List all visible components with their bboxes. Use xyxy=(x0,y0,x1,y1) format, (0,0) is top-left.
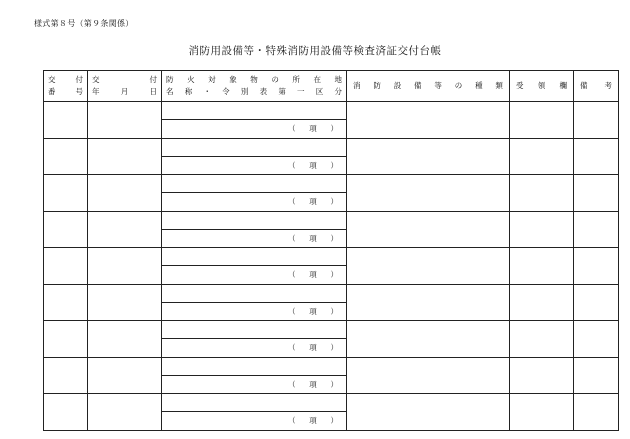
header-char: 区 xyxy=(315,87,324,97)
classification-label xyxy=(162,308,346,316)
header-location-line2 xyxy=(166,86,342,98)
header-char: ・ xyxy=(203,87,211,97)
receipt-cell[interactable] xyxy=(510,211,574,248)
issue-number-cell[interactable] xyxy=(44,357,88,394)
classification-label-close: ） xyxy=(330,270,338,280)
equipment-type-cell[interactable] xyxy=(347,394,510,431)
header-char: 別 xyxy=(240,87,249,97)
header-issue-number xyxy=(44,71,88,102)
receipt-cell[interactable] xyxy=(510,102,574,139)
classification-label-close: ） xyxy=(330,160,338,170)
header-char: 備 xyxy=(414,81,422,91)
header-issue-number-line2 xyxy=(48,86,83,98)
equipment-type-cell[interactable] xyxy=(347,321,510,358)
receipt-cell[interactable] xyxy=(510,248,574,285)
ledger-table xyxy=(43,70,619,431)
header-char: 一 xyxy=(297,87,305,97)
classification-cell[interactable] xyxy=(162,120,347,138)
classification-cell[interactable] xyxy=(162,229,347,247)
classification-label-kou: 項 xyxy=(309,270,317,280)
header-char: 等 xyxy=(434,81,442,91)
classification-label xyxy=(162,417,346,425)
issue-date-cell[interactable] xyxy=(88,321,162,358)
location-cell[interactable] xyxy=(162,248,347,266)
header-remarks xyxy=(574,71,619,102)
classification-label xyxy=(162,125,346,133)
equipment-type-cell[interactable] xyxy=(347,138,510,175)
remarks-cell[interactable] xyxy=(574,102,619,139)
classification-label-kou: 項 xyxy=(309,197,317,207)
issue-number-cell[interactable] xyxy=(44,248,88,285)
table-row xyxy=(44,284,619,302)
classification-label-close: ） xyxy=(330,306,338,316)
header-char: 交 xyxy=(48,75,56,85)
location-cell[interactable] xyxy=(162,175,347,193)
header-char: 付 xyxy=(149,75,157,85)
header-char: 欄 xyxy=(559,81,567,91)
header-char: 第 xyxy=(278,87,286,97)
header-char: 名 xyxy=(166,87,174,97)
classification-label-open: （ xyxy=(288,124,296,134)
classification-label-close: ） xyxy=(330,124,338,134)
header-row xyxy=(44,71,619,102)
location-cell[interactable] xyxy=(162,394,347,412)
classification-label-open: （ xyxy=(288,270,296,280)
receipt-cell[interactable] xyxy=(510,357,574,394)
location-cell[interactable] xyxy=(162,102,347,120)
classification-label-kou: 項 xyxy=(309,379,317,389)
header-issue-date-line2 xyxy=(92,86,157,98)
classification-label-open: （ xyxy=(288,160,296,170)
header-char: 設 xyxy=(393,81,402,91)
header-location xyxy=(162,71,347,102)
issue-date-cell[interactable] xyxy=(88,102,162,139)
remarks-cell[interactable] xyxy=(574,321,619,358)
header-char: 対 xyxy=(208,75,216,85)
classification-label-open: （ xyxy=(288,306,296,316)
classification-cell[interactable] xyxy=(162,375,347,393)
location-cell[interactable] xyxy=(162,211,347,229)
equipment-type-cell[interactable] xyxy=(347,284,510,321)
classification-label-kou: 項 xyxy=(309,124,317,134)
classification-label xyxy=(162,271,346,279)
receipt-cell[interactable] xyxy=(510,284,574,321)
header-char: 表 xyxy=(259,87,268,97)
classification-label-kou: 項 xyxy=(309,343,317,353)
issue-number-cell[interactable] xyxy=(44,102,88,139)
header-char: 種 xyxy=(475,81,483,91)
table-row xyxy=(44,175,619,193)
header-issue-date-line1 xyxy=(92,74,157,86)
header-equipment-type xyxy=(347,71,510,102)
classification-label-kou: 項 xyxy=(309,306,317,316)
classification-label-open: （ xyxy=(288,197,296,207)
classification-label-open: （ xyxy=(288,233,296,243)
header-char: 称 xyxy=(184,87,193,97)
issue-number-cell[interactable] xyxy=(44,175,88,212)
table-row xyxy=(44,211,619,229)
remarks-cell[interactable] xyxy=(574,357,619,394)
issue-date-cell[interactable] xyxy=(88,357,162,394)
header-char: 令 xyxy=(222,87,230,97)
header-char: 考 xyxy=(604,81,612,91)
issue-number-cell[interactable] xyxy=(44,211,88,248)
location-cell[interactable] xyxy=(162,321,347,339)
classification-label-kou: 項 xyxy=(309,416,317,426)
remarks-cell[interactable] xyxy=(574,175,619,212)
classification-label-close: ） xyxy=(330,233,338,243)
issue-date-cell[interactable] xyxy=(88,175,162,212)
header-location-line1 xyxy=(166,74,342,86)
issue-number-cell[interactable] xyxy=(44,394,88,431)
header-char: の xyxy=(271,75,279,85)
receipt-cell[interactable] xyxy=(510,175,574,212)
classification-label xyxy=(162,162,346,170)
table-row xyxy=(44,248,619,266)
classification-label-close: ） xyxy=(330,197,338,207)
table-row xyxy=(44,357,619,375)
issue-date-cell[interactable] xyxy=(88,248,162,285)
equipment-type-cell[interactable] xyxy=(347,357,510,394)
classification-cell[interactable] xyxy=(162,156,347,174)
issue-number-cell[interactable] xyxy=(44,284,88,321)
classification-cell[interactable] xyxy=(162,266,347,284)
classification-label xyxy=(162,235,346,243)
issue-date-cell[interactable] xyxy=(88,284,162,321)
classification-label-open: （ xyxy=(288,343,296,353)
classification-label-close: ） xyxy=(330,379,338,389)
classification-label-close: ） xyxy=(330,343,338,353)
classification-label-kou: 項 xyxy=(309,160,317,170)
table-row xyxy=(44,394,619,412)
receipt-cell[interactable] xyxy=(510,321,574,358)
classification-cell[interactable] xyxy=(162,193,347,211)
receipt-cell[interactable] xyxy=(510,138,574,175)
header-char: 日 xyxy=(149,87,157,97)
header-char: 在 xyxy=(313,75,321,85)
header-char: 年 xyxy=(92,87,100,97)
ledger-title: 消防用設備等・特殊消防用設備等検査済証交付台帳 xyxy=(188,45,442,57)
classification-cell[interactable] xyxy=(162,302,347,320)
header-char: 象 xyxy=(229,75,237,85)
header-char: 物 xyxy=(250,75,258,85)
classification-cell[interactable] xyxy=(162,339,347,357)
header-char: 火 xyxy=(187,75,195,85)
header-char: 備 xyxy=(580,81,588,91)
classification-cell[interactable] xyxy=(162,412,347,430)
classification-label-open: （ xyxy=(288,379,296,389)
issue-number-cell[interactable] xyxy=(44,138,88,175)
header-char: 番 xyxy=(48,87,56,97)
table-row xyxy=(44,102,619,120)
issue-number-cell[interactable] xyxy=(44,321,88,358)
header-char: 所 xyxy=(292,75,300,85)
header-char: 地 xyxy=(334,75,342,85)
header-char: 領 xyxy=(537,81,546,91)
header-receipt xyxy=(510,71,574,102)
header-issue-date xyxy=(88,71,162,102)
header-char: 消 xyxy=(353,81,361,91)
equipment-type-cell[interactable] xyxy=(347,102,510,139)
remarks-cell[interactable] xyxy=(574,284,619,321)
location-cell[interactable] xyxy=(162,138,347,156)
equipment-type-cell[interactable] xyxy=(347,211,510,248)
location-cell[interactable] xyxy=(162,357,347,375)
issue-date-cell[interactable] xyxy=(88,211,162,248)
header-char: 防 xyxy=(166,75,174,85)
classification-label-close: ） xyxy=(330,416,338,426)
classification-label-open: （ xyxy=(288,416,296,426)
form-number: 様式第８号（第９条関係） xyxy=(34,19,134,28)
remarks-cell[interactable] xyxy=(574,138,619,175)
header-char: 分 xyxy=(334,87,342,97)
equipment-type-cell[interactable] xyxy=(347,175,510,212)
receipt-cell[interactable] xyxy=(510,394,574,431)
remarks-cell[interactable] xyxy=(574,394,619,431)
location-cell[interactable] xyxy=(162,284,347,302)
classification-label xyxy=(162,344,346,352)
classification-label xyxy=(162,198,346,206)
header-char: 防 xyxy=(373,81,381,91)
header-char: の xyxy=(454,81,463,91)
header-char: 付 xyxy=(75,75,83,85)
header-remarks-text xyxy=(574,82,618,90)
header-issue-number-line1 xyxy=(48,74,83,86)
issue-date-cell[interactable] xyxy=(88,138,162,175)
table-row xyxy=(44,138,619,156)
remarks-cell[interactable] xyxy=(574,248,619,285)
header-char: 月 xyxy=(120,87,129,97)
header-char: 類 xyxy=(495,81,503,91)
equipment-type-cell[interactable] xyxy=(347,248,510,285)
header-char: 受 xyxy=(516,81,524,91)
table-row xyxy=(44,321,619,339)
header-equipment-type-text xyxy=(347,82,509,90)
classification-label xyxy=(162,381,346,389)
issue-date-cell[interactable] xyxy=(88,394,162,431)
classification-label-kou: 項 xyxy=(309,233,317,243)
remarks-cell[interactable] xyxy=(574,211,619,248)
header-char: 号 xyxy=(75,87,83,97)
header-receipt-text xyxy=(510,82,573,90)
header-char: 交 xyxy=(92,75,100,85)
